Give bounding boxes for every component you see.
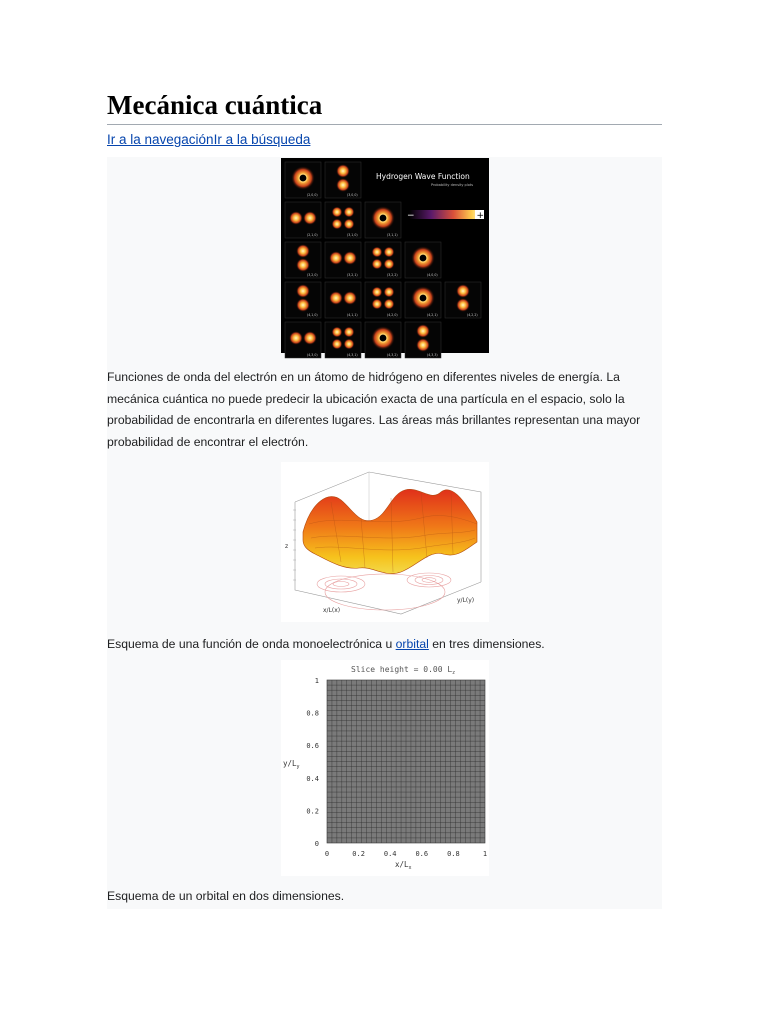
orbital-label: (2,1,0) [306, 233, 318, 237]
orbital-tile [445, 282, 481, 318]
orbital-tile [405, 242, 441, 278]
orbital-tile [405, 282, 441, 318]
figure2-caption [107, 634, 662, 656]
orbital-label: (4,3,0) [306, 353, 318, 357]
caption-text-end: en tres dimensiones. [428, 636, 545, 651]
orbital-label: (4,3,3) [426, 353, 438, 357]
orbital-label: (3,1,0) [346, 233, 358, 237]
article [107, 88, 662, 909]
orbital-tile [325, 202, 361, 238]
slice-title: Slice height = 0.00 $L_z$ [350, 664, 455, 676]
orbital-tile [285, 282, 321, 318]
orbital-tile [365, 282, 401, 318]
figure-content [107, 157, 662, 909]
orbital-label: (4,2,0) [386, 313, 398, 317]
figure3-caption: Esquema de un orbital en dos dimensiones. [107, 888, 345, 903]
colorbar-minus: − [406, 211, 415, 221]
orbital-label: (3,2,2) [386, 273, 398, 277]
colorbar-plus: + [476, 211, 484, 221]
orbital-tile [285, 162, 321, 198]
orbital-tile [325, 282, 361, 318]
orbital-tile [325, 162, 361, 198]
colorbar [406, 210, 483, 221]
caption-text: Esquema de una función de onda monoelectrónica u [107, 636, 396, 651]
y-tick: 0.4 [305, 774, 319, 783]
orbital-tile [365, 242, 401, 278]
orbital-tile [325, 242, 361, 278]
y-tick: 0.6 [305, 741, 319, 750]
orbital-label: (4,2,2) [466, 313, 478, 317]
y-axis-label: y/L(y) [456, 596, 474, 604]
orbital-label: (4,0,0) [426, 273, 438, 277]
orbital-label: (3,2,1) [346, 273, 358, 277]
orbital-link[interactable]: orbital [395, 636, 429, 651]
y-tick: 1 [314, 676, 319, 685]
orbital-label: (3,0,0) [346, 193, 358, 197]
figure1-caption: Funciones de onda del electrón en un átomo de hidrógeno en diferentes niveles de energía. La mecánica cuántica no puede predecir la ubicación exacta de una partícula en el espacio, solo la probabilidad de encontrarla en diferentes lugares. Las áreas más brillantes representan una mayor probabilidad de encontrar el electrón. [107, 370, 641, 450]
navigation-link[interactable]: Ir a la navegación [107, 132, 214, 147]
x-axis-label: x/L(x) [322, 606, 340, 614]
orbital-2d-image [281, 660, 489, 876]
orbital-tile [285, 242, 321, 278]
y-tick: 0.2 [305, 806, 319, 815]
x-tick: 0.2 [351, 849, 365, 858]
x-tick: 0.8 [446, 849, 460, 858]
x-tick: 0 [324, 849, 329, 858]
search-link[interactable]: Ir a la búsqueda [213, 132, 311, 147]
hydrogen-title: Hydrogen Wave Function [375, 172, 470, 181]
orbital-tile [285, 322, 321, 358]
orbital-tile [365, 202, 401, 238]
y-tick: 0.8 [305, 709, 319, 718]
orbital-label: (3,1,1) [386, 233, 398, 237]
orbital-label: (4,3,1) [346, 353, 358, 357]
wave-function-surface [281, 462, 489, 622]
y-tick: 0 [314, 839, 319, 848]
orbital-label: (4,2,1) [426, 313, 438, 317]
orbital-label: (2,0,0) [306, 193, 318, 197]
orbital-tile [405, 322, 441, 358]
z-axis-label: z [284, 542, 288, 550]
wave-function-3d-image [281, 462, 489, 622]
orbital-label: (4,1,0) [306, 313, 318, 317]
orbital-tile [325, 322, 361, 358]
orbital-label: (3,2,0) [306, 273, 318, 277]
orbital-label: (4,1,1) [346, 313, 358, 317]
x-tick: 1 [482, 849, 487, 858]
x-axis-label: $x/L_x$ [394, 859, 412, 871]
orbital-tile [285, 202, 321, 238]
x-tick: 0.4 [383, 849, 397, 858]
hydrogen-orbitals-grid [281, 158, 489, 357]
hydrogen-wave-function-image [281, 158, 489, 357]
orbital-tile [365, 322, 401, 358]
orbital-slice-plot [281, 660, 489, 876]
y-axis-label: $y/L_y$ [282, 758, 300, 770]
x-tick: 0.6 [414, 849, 428, 858]
hydrogen-subtitle: Probability density plots [430, 183, 473, 187]
jump-links [107, 131, 662, 149]
orbital-label: (4,3,2) [386, 353, 398, 357]
page-title: Mecánica cuántica [107, 88, 662, 125]
